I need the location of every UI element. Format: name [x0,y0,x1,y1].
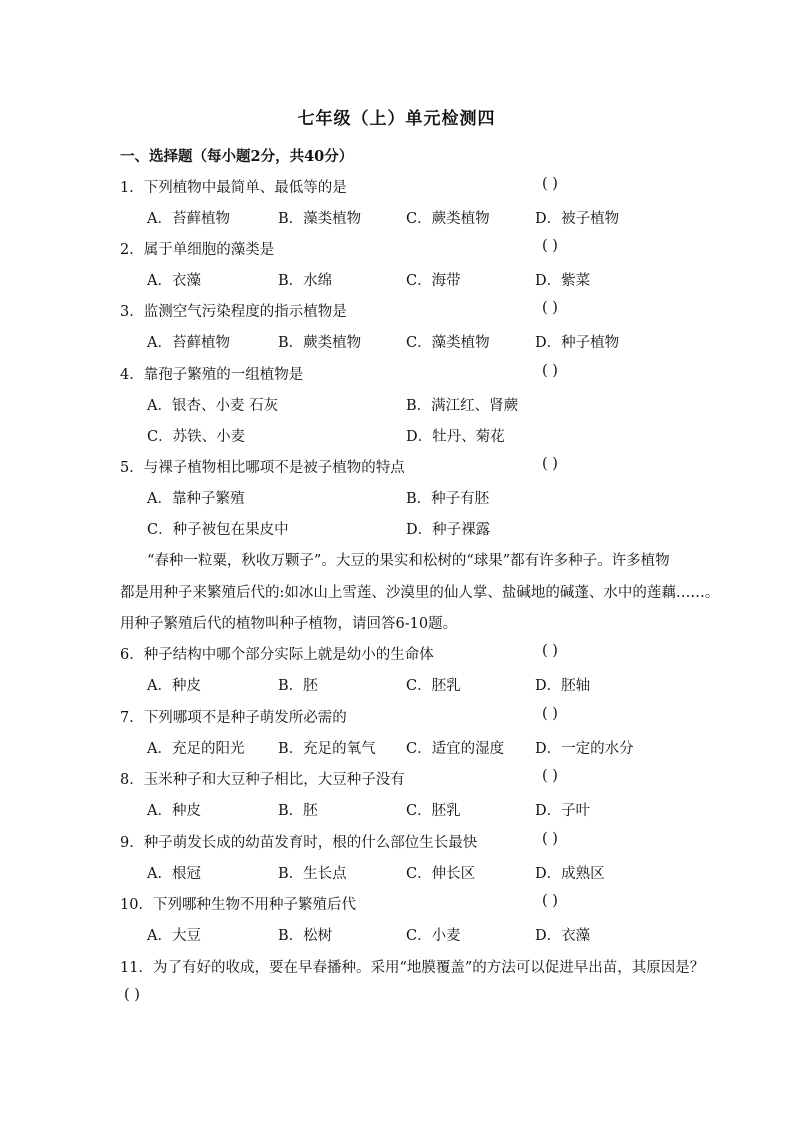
option-8a: A．种皮 [147,803,201,819]
option-4b: B．满江红、肾蕨 [406,398,519,414]
option-6b: B．胚 [278,678,318,694]
option-3d: D．种子植物 [535,335,620,351]
answer-blank-6: ( ) [542,643,558,659]
option-1b: B．藻类植物 [278,211,362,227]
option-1d: D．被子植物 [535,211,620,227]
option-3b: B．蕨类植物 [278,335,362,351]
question-6: 6．种子结构中哪个部分实际上就是幼小的生命体 [120,647,434,663]
option-8d: D．子叶 [535,803,591,819]
answer-blank-9: ( ) [542,831,558,847]
option-9b: B．生长点 [278,866,347,882]
option-7d: D．一定的水分 [535,741,634,757]
option-7b: B．充足的氧气 [278,741,376,757]
option-1c: C．蕨类植物 [406,211,490,227]
option-6d: D．胚轴 [535,678,591,694]
option-5d: D．种子裸露 [406,522,491,538]
question-4: 4．靠孢子繁殖的一组植物是 [120,367,304,383]
question-11: 11．为了有好的收成，要在早春播种。采用“地膜覆盖”的方法可以促进早出苗，其原因是？ [120,960,705,976]
answer-blank-1: ( ) [542,176,558,192]
option-2a: A．衣藻 [147,273,201,289]
option-1a: A．苔藓植物 [147,211,230,227]
question-2: 2．属于单细胞的藻类是 [120,242,275,258]
option-8b: B．胚 [278,803,318,819]
option-7a: A．充足的阳光 [147,741,245,757]
option-4c: C．苏铁、小麦 [147,429,246,445]
option-2d: D．紫菜 [535,273,591,289]
question-10: 10．下列哪种生物不用种子繁殖后代 [120,897,356,913]
option-10b: B．松树 [278,928,333,944]
option-10a: A．大豆 [147,928,201,944]
page-title: 七年级（上）单元检测四 [297,109,496,129]
question-1: 1．下列植物中最简单、最低等的是 [120,180,347,196]
option-10d: D．衣藻 [535,928,591,944]
answer-blank-7: ( ) [542,706,558,722]
option-7c: C．适宜的湿度 [406,741,505,757]
question-3: 3．监测空气污染程度的指示植物是 [120,304,347,320]
passage-line-2: 都是用种子来繁殖后代的:如冰山上雪莲、沙漠里的仙人掌、盐碱地的碱蓬、水中的莲藕……。 [120,585,720,601]
question-7: 7．下列哪项不是种子萌发所必需的 [120,710,347,726]
answer-blank-4: ( ) [542,363,558,379]
option-5b: B．种子有胚 [406,491,490,507]
option-9a: A．根冠 [147,866,201,882]
option-4d: D．牡丹、菊花 [406,429,505,445]
passage-line-1: “春种一粒粟，秋收万颗子”。大豆的果实和松树的“球果”都有许多种子。许多植物 [147,553,670,569]
option-5a: A．靠种子繁殖 [147,491,245,507]
option-2c: C．海带 [406,273,461,289]
answer-blank-2: ( ) [542,238,558,254]
option-4a: A．银杏、小麦 石灰 [147,398,279,414]
option-6c: C．胚乳 [406,678,461,694]
option-8c: C．胚乳 [406,803,461,819]
option-3a: A．苔藓植物 [147,335,230,351]
option-10c: C．小麦 [406,928,461,944]
answer-blank-11: ( ) [124,987,140,1003]
option-9c: C．伸长区 [406,866,476,882]
option-3c: C．藻类植物 [406,335,490,351]
option-6a: A．种皮 [147,678,201,694]
answer-blank-3: ( ) [542,300,558,316]
option-5c: C．种子被包在果皮中 [147,522,289,538]
question-9: 9．种子萌发长成的幼苗发育时，根的什么部位生长最快 [120,835,478,851]
answer-blank-8: ( ) [542,768,558,784]
question-5: 5．与裸子植物相比哪项不是被子植物的特点 [120,460,405,476]
section-heading: 一、选择题（每小题2分，共40分） [120,148,354,165]
answer-blank-10: ( ) [542,893,558,909]
answer-blank-5: ( ) [542,456,558,472]
passage-line-3: 用种子繁殖后代的植物叫种子植物，请回答6-10题。 [120,616,458,632]
question-8: 8．玉米种子和大豆种子相比，大豆种子没有 [120,772,405,788]
option-2b: B．水绵 [278,273,333,289]
option-9d: D．成熟区 [535,866,605,882]
